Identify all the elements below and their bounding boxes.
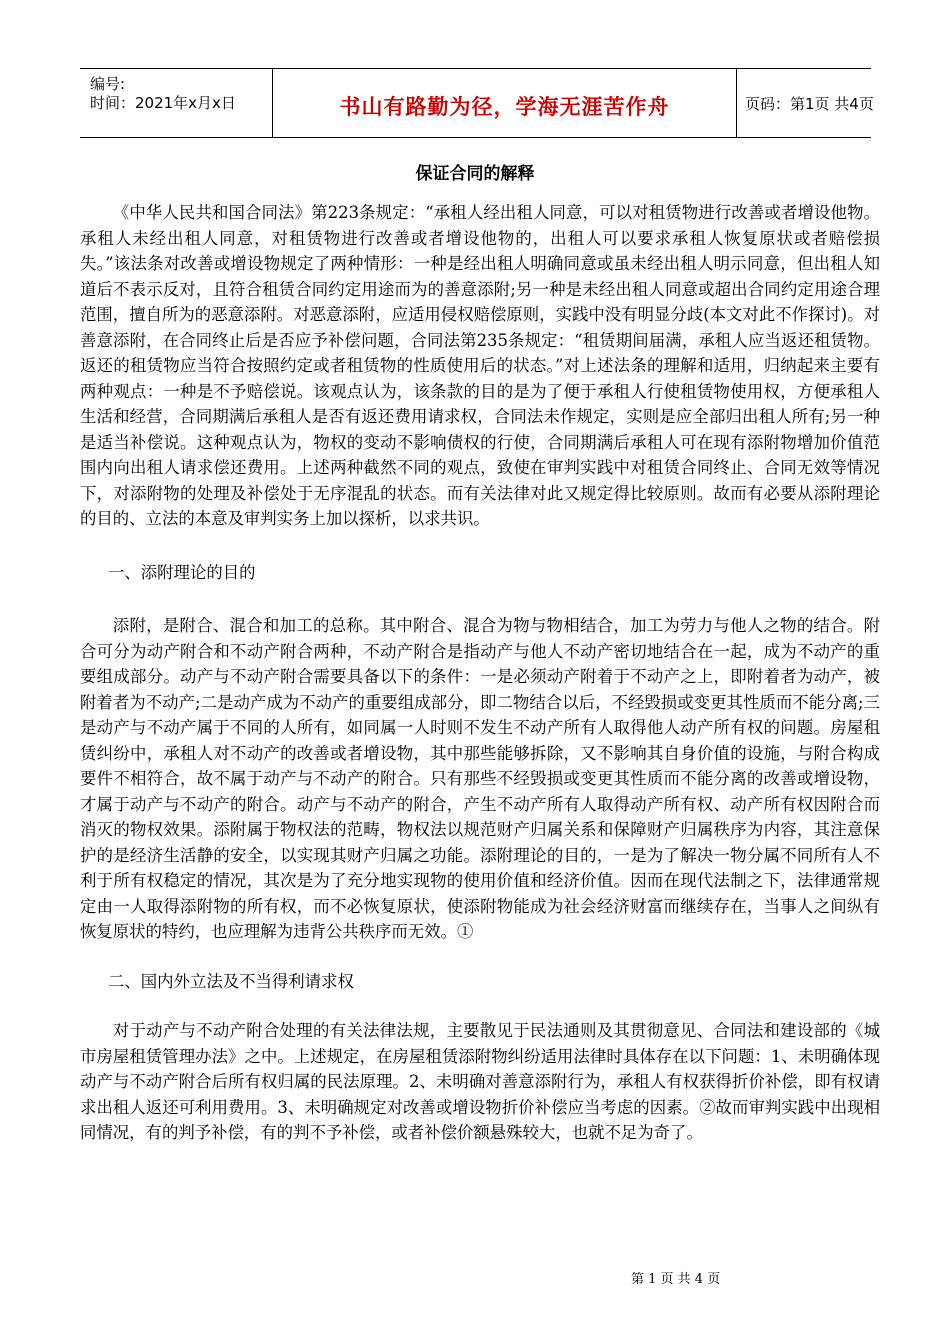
document-time-label: 时间：2021年x月x日	[90, 94, 236, 112]
header-motto-cell	[272, 69, 737, 137]
header-page-cell	[735, 69, 874, 137]
page-header	[80, 68, 874, 138]
page-footer: 第 1 页 共 4 页	[631, 1272, 721, 1287]
paragraph-section-2: 对于动产与不动产附合处理的有关法律法规，主要散见于民法通则及其贯彻意见、合同法和建设部的《城市房屋租赁管理办法》之中。上述规定，在房屋租赁添附物纠纷适用法律时具体存在以下问题：1、未明确体现动产与不动产附合后所有权归属的民法原理。2、未明确对善意添附行为，承租人有权获得折价补偿，即有权请求出租人返还可利用费用。3、未明确规定对改善或增设物折价补偿应当考虑的因素。②故而审判实践中出现相同情况，有的判予补偿，有的判不予补偿，或者补偿价额悬殊较大，也就不足为奇了。	[80, 1021, 880, 1142]
document-body	[80, 200, 880, 1146]
section-heading-2: 二、国内外立法及不当得利请求权	[108, 971, 354, 991]
section-heading-1: 一、添附理论的目的	[108, 562, 256, 582]
header-motto: 书山有路勤为径，学海无涯苦作舟	[339, 95, 670, 119]
header-meta	[80, 69, 272, 137]
paragraph-intro: 《中华人民共和国合同法》第223条规定：“承租人经出租人同意，可以对租赁物进行改善或者增设他物。承租人未经出租人同意，对租赁物进行改善或者增设他物的，出租人可以要求承租人恢复原状或者赔偿损失。”该法条对改善或增设物规定了两种情形：一种是经出租人明确同意或虽未经出租人明示同意，但出租人知道后不表示反对，且符合租赁合同约定用途而为的善意添附;另一种是未经出租人同意或超出合同约定用途合理范围，擅自所为的恶意添附。对恶意添附，应适用侵权赔偿原则，实践中没有明显分歧(本文对此不作探讨)。对善意添附，在合同终止后是否应予补偿问题，合同法第235条规定：“租赁期间届满，承租人应当返还租赁物。返还的租赁物应当符合按照约定或者租赁物的性质使用后的状态。”对上述法条的理解和适用，归纳起来主要有两种观点：一种是不予赔偿说。该观点认为，该条款的目的是为了便于承租人行使租赁物使用权，方便承租人生活和经营，合同期满后承租人是否有返还费用请求权，合同法未作规定，实则是应全部归出租人所有;另一种是适当补偿说。这种观点认为，物权的变动不影响债权的行使，合同期满后承租人可在现有添附物增加价值范围内向出租人请求偿还费用。上述两种截然不同的观点，致使在审判实践中对租赁合同终止、合同无效等情况下，对添附物的处理及补偿处于无序混乱的状态。而有关法律对此又规定得比较原则。故而有必要从添附理论的目的、立法的本意及审判实务上加以探析，以求共识。	[80, 203, 880, 528]
paragraph-section-1: 添附，是附合、混合和加工的总称。其中附合、混合为物与物相结合，加工为劳力与他人之物的结合。附合可分为动产附合和不动产附合两种，不动产附合是指动产与他人不动产密切地结合在一起，成为不动产的重要组成部分。动产与不动产附合需要具备以下的条件：一是必须动产附着于不动产之上，即附着者为动产，被附着者为不动产;二是动产成为不动产的重要组成部分，即二物结合以后，不经毁损或变更其性质而不能分离;三是动产与不动产属于不同的人所有，如同属一人时则不发生不动产所有人取得他人动产所有权的问题。房屋租赁纠纷中，承租人对不动产的改善或者增设物，其中那些能够拆除，又不影响其自身价值的设施，与附合构成要件不相符合，故不属于动产与不动产的附合。只有那些不经毁损或变更其性质而不能分离的改善或增设物，才属于动产与不动产的附合。动产与不动产的附合，产生不动产所有人取得动产所有权、动产所有权因附合而消灭的物权效果。添附属于物权法的范畴，物权法以规范财产归属关系和保障财产归属秩序为内容，其注意保护的是经济生活静的安全，以实现其财产归属之功能。添附理论的目的，一是为了解决一物分属不同所有人不利于所有权稳定的情况，其次是为了充分地实现物的使用价值和经济价值。因而在现代法制之下，法律通常规定由一人取得添附物的所有权，而不必恢复原状，使添附物能成为社会经济财富而继续存在，当事人之间纵有恢复原状的特约，也应理解为违背公共秩序而无效。①	[80, 616, 880, 941]
document-title: 保证合同的解释	[415, 164, 535, 184]
document-number-label: 编号:	[90, 75, 126, 93]
header-page-info: 页码：第1页 共4页	[745, 95, 874, 113]
